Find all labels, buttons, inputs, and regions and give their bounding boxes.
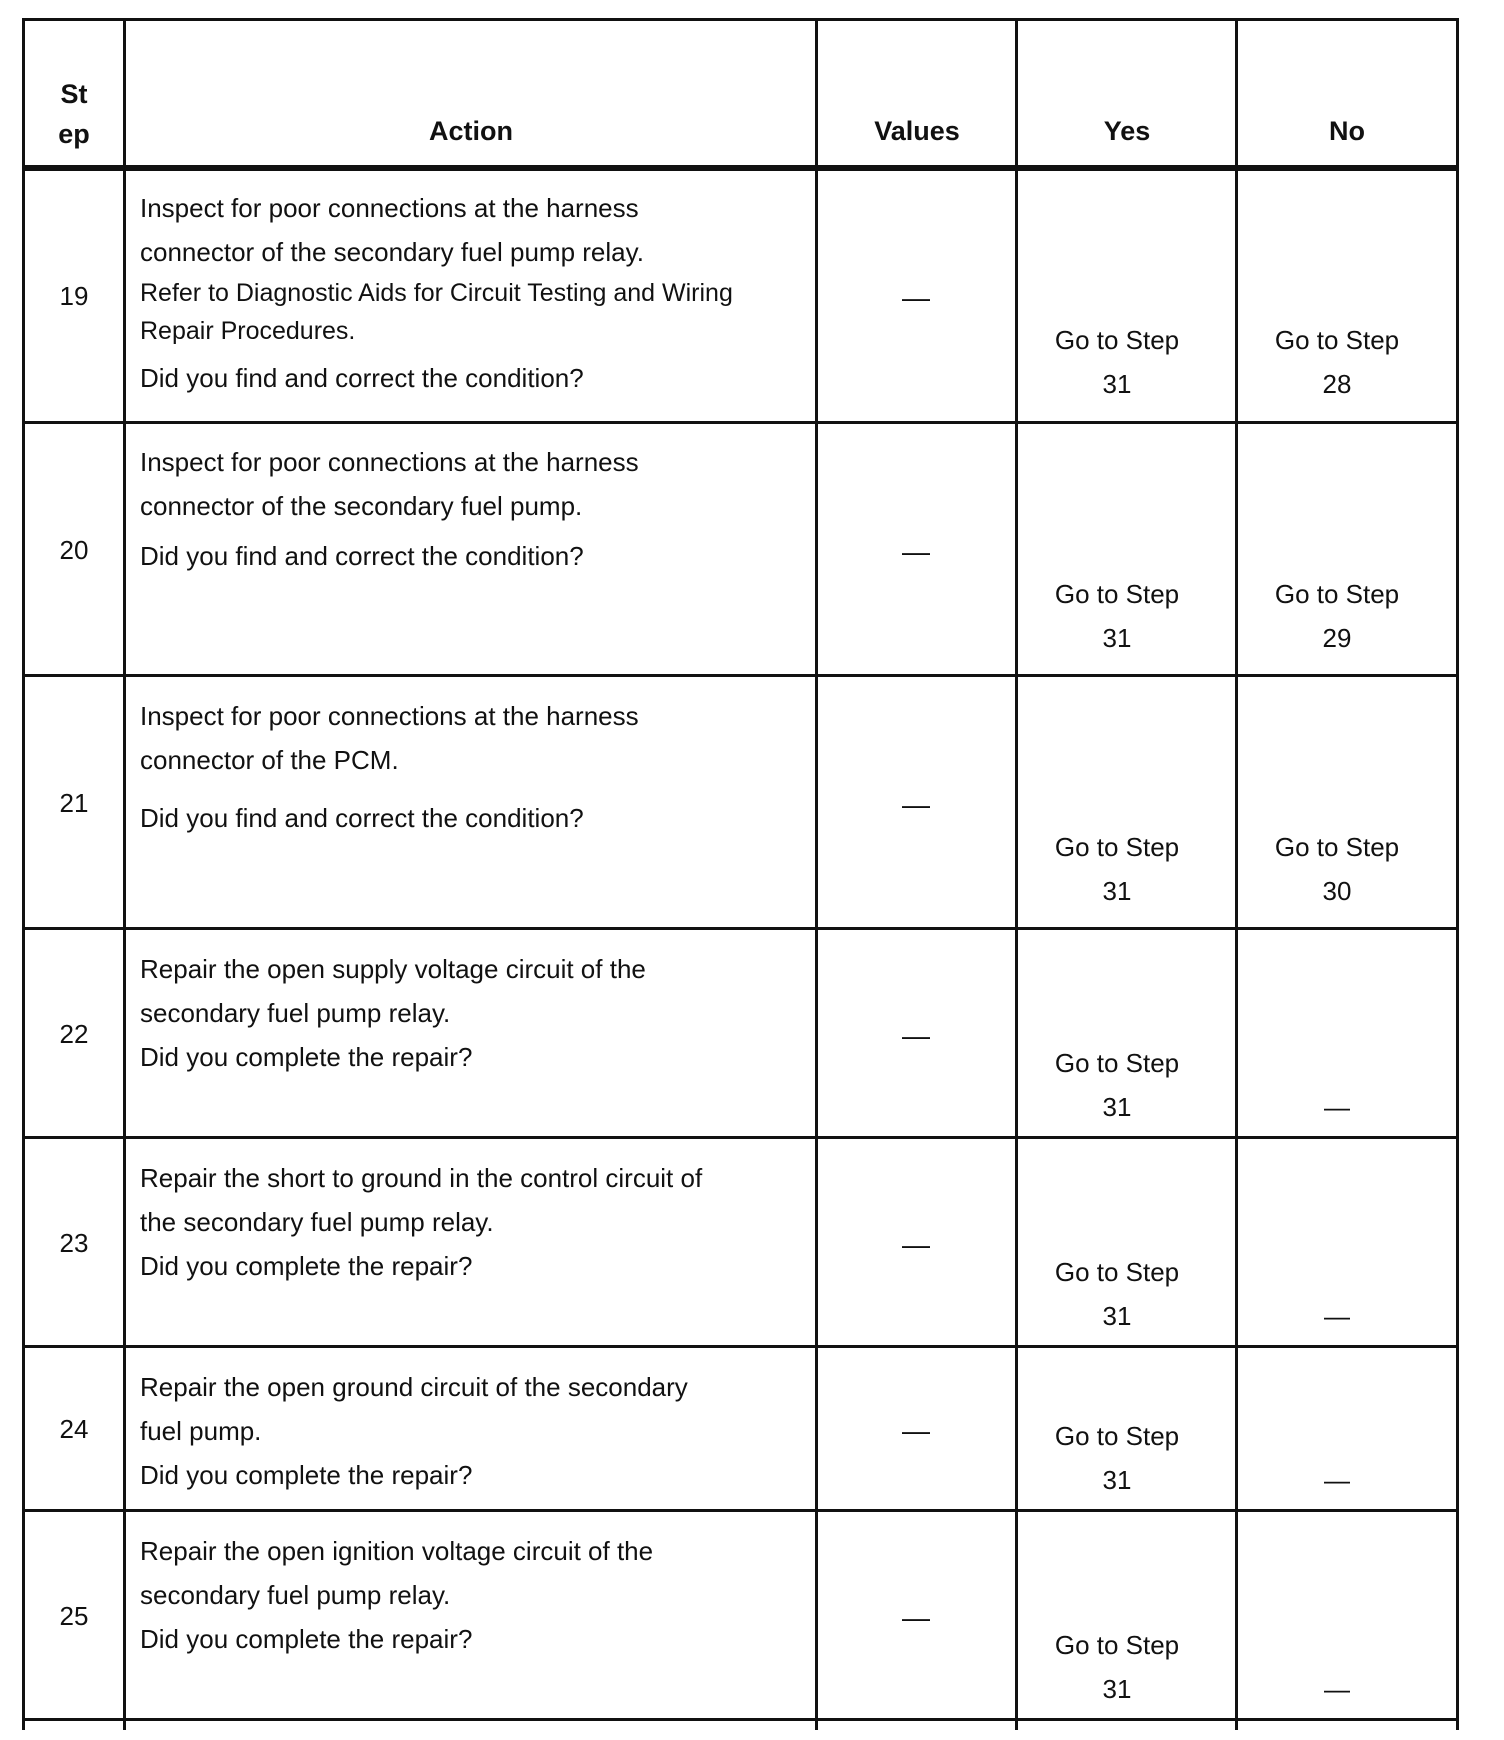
value-cell: — — [902, 282, 930, 313]
action-line: Repair the open ground circuit of the secondary — [140, 1372, 688, 1402]
table-border-bottom — [22, 1718, 1459, 1721]
action-line: fuel pump. — [140, 1416, 262, 1446]
no-go-to: Go to Step — [1274, 832, 1400, 862]
no-step: 28 — [1322, 369, 1352, 399]
action-line: Did you find and correct the condition? — [140, 363, 584, 393]
action-line: Repair the short to ground in the control circuit of — [140, 1163, 703, 1193]
value-cell: — — [902, 1020, 930, 1051]
no-cell — [1227, 572, 1447, 660]
no-cell — [1227, 825, 1447, 913]
action-line: secondary fuel pump relay. — [140, 1580, 451, 1610]
header-action: Action — [429, 116, 513, 146]
yes-cell — [1007, 1414, 1227, 1502]
row-divider — [22, 421, 1459, 424]
row-divider — [22, 674, 1459, 677]
yes-step: 31 — [1102, 876, 1132, 906]
action-line: Inspect for poor connections at the harness — [140, 447, 639, 477]
yes-step: 31 — [1102, 1674, 1132, 1704]
row-divider — [22, 927, 1459, 930]
yes-go-to: Go to Step — [1054, 1630, 1180, 1660]
header-yes: Yes — [1103, 116, 1151, 146]
yes-cell — [1007, 825, 1227, 913]
header-step-line1: St — [60, 79, 88, 109]
header-rule — [22, 165, 1459, 171]
step-number: 25 — [59, 1601, 89, 1631]
row-divider — [22, 1509, 1459, 1512]
action-line: connector of the PCM. — [140, 745, 399, 775]
yes-cell — [1007, 1250, 1227, 1338]
action-line: Did you complete the repair? — [140, 1042, 473, 1072]
no-step: 30 — [1322, 876, 1352, 906]
action-line: Inspect for poor connections at the harness — [140, 701, 639, 731]
yes-cell — [1007, 318, 1227, 406]
action-line: Did you complete the repair? — [140, 1624, 473, 1654]
yes-go-to: Go to Step — [1054, 325, 1180, 355]
step-number: 21 — [59, 788, 89, 818]
action-line: Did you complete the repair? — [140, 1251, 473, 1281]
step-number: 24 — [59, 1414, 89, 1444]
yes-cell — [1007, 1623, 1227, 1711]
action-line: secondary fuel pump relay. — [140, 998, 451, 1028]
no-cell — [1227, 318, 1447, 406]
column-divider — [815, 18, 818, 1730]
yes-go-to: Go to Step — [1054, 1421, 1180, 1451]
step-number: 23 — [59, 1228, 89, 1258]
action-line: Inspect for poor connections at the harness — [140, 193, 639, 223]
yes-go-to: Go to Step — [1054, 579, 1180, 609]
action-line: the secondary fuel pump relay. — [140, 1207, 494, 1237]
no-cell: — — [1324, 1674, 1350, 1704]
action-text — [140, 694, 639, 840]
table-border-top — [22, 18, 1459, 21]
no-go-to: Go to Step — [1274, 579, 1400, 609]
action-line: Did you find and correct the condition? — [140, 803, 584, 833]
value-cell: — — [902, 536, 930, 567]
action-text — [140, 1529, 653, 1661]
value-cell: — — [902, 1229, 930, 1260]
step-number: 19 — [59, 281, 89, 311]
action-text — [140, 1156, 702, 1288]
action-line: Repair the open ignition voltage circuit of the — [140, 1536, 654, 1566]
row-divider — [22, 1136, 1459, 1139]
step-number: 22 — [59, 1019, 89, 1049]
no-cell: — — [1324, 1301, 1350, 1331]
action-text — [140, 186, 733, 400]
action-text — [140, 947, 646, 1079]
no-step: 29 — [1322, 623, 1352, 653]
header-values: Values — [874, 116, 960, 146]
action-text — [140, 1365, 688, 1497]
action-line: Repair the open supply voltage circuit of the — [140, 954, 646, 984]
yes-step: 31 — [1102, 1092, 1132, 1122]
yes-step: 31 — [1102, 1465, 1132, 1495]
yes-step: 31 — [1102, 369, 1132, 399]
table-border-right — [1456, 18, 1459, 1730]
value-cell: — — [902, 1602, 930, 1633]
header-no: No — [1329, 116, 1365, 146]
yes-go-to: Go to Step — [1054, 1048, 1180, 1078]
action-text — [140, 440, 639, 578]
header-step-line2: ep — [58, 119, 90, 149]
no-go-to: Go to Step — [1274, 325, 1400, 355]
yes-go-to: Go to Step — [1054, 1257, 1180, 1287]
action-line: Refer to Diagnostic Aids for Circuit Testing and Wiring — [140, 279, 733, 307]
row-divider — [22, 1345, 1459, 1348]
no-cell: — — [1324, 1465, 1350, 1495]
yes-cell — [1007, 1041, 1227, 1129]
action-line: connector of the secondary fuel pump. — [140, 491, 583, 521]
yes-step: 31 — [1102, 1301, 1132, 1331]
action-line: Repair Procedures. — [140, 317, 356, 345]
action-line: connector of the secondary fuel pump relay. — [140, 237, 644, 267]
action-line: Did you find and correct the condition? — [140, 541, 584, 571]
value-cell: — — [902, 1415, 930, 1446]
step-number: 20 — [59, 535, 89, 565]
header-step — [24, 74, 124, 154]
yes-cell — [1007, 572, 1227, 660]
value-cell: — — [902, 789, 930, 820]
action-line: Did you complete the repair? — [140, 1460, 473, 1490]
yes-go-to: Go to Step — [1054, 832, 1180, 862]
no-cell: — — [1324, 1092, 1350, 1122]
yes-step: 31 — [1102, 623, 1132, 653]
